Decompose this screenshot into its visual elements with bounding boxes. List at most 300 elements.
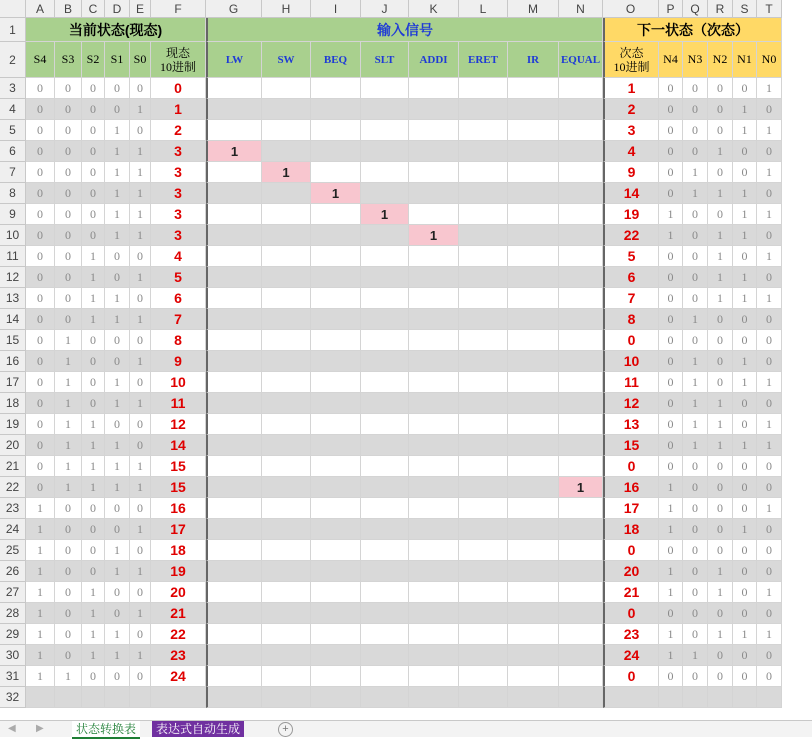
- cell-input-slt[interactable]: 1: [361, 204, 409, 225]
- cell-s4[interactable]: 1: [26, 666, 55, 687]
- cell-s1[interactable]: 0: [105, 99, 130, 120]
- cell-input-sw[interactable]: [262, 498, 311, 519]
- cell-input-lw[interactable]: [206, 120, 262, 141]
- column-header-A[interactable]: A: [26, 0, 55, 18]
- cell-s1[interactable]: 0: [105, 603, 130, 624]
- cell-current-decimal[interactable]: 14: [151, 435, 206, 456]
- cell-empty[interactable]: [55, 687, 82, 708]
- cell-s2[interactable]: 1: [82, 267, 105, 288]
- cell-input-eret[interactable]: [459, 246, 508, 267]
- column-header-N[interactable]: N: [559, 0, 603, 18]
- cell-n2[interactable]: 0: [708, 120, 733, 141]
- row-header-17[interactable]: 17: [0, 372, 26, 393]
- cell-input-beq[interactable]: [311, 561, 361, 582]
- column-header-P[interactable]: P: [659, 0, 683, 18]
- cell-n1[interactable]: 1: [733, 225, 757, 246]
- cell-input-slt[interactable]: [361, 120, 409, 141]
- cell-n2[interactable]: 1: [708, 225, 733, 246]
- cell-input-eret[interactable]: [459, 561, 508, 582]
- cell-n0[interactable]: 1: [757, 288, 782, 309]
- cell-input-lw[interactable]: [206, 204, 262, 225]
- cell-input-equal[interactable]: [559, 162, 603, 183]
- sheet-tab-state-table[interactable]: 状态转换表: [72, 721, 140, 739]
- cell-s0[interactable]: 1: [130, 162, 151, 183]
- cell-s0[interactable]: 1: [130, 519, 151, 540]
- cell-n1[interactable]: 1: [733, 204, 757, 225]
- cell-input-ir[interactable]: [508, 498, 559, 519]
- row-header-25[interactable]: 25: [0, 540, 26, 561]
- cell-n2[interactable]: 1: [708, 288, 733, 309]
- column-header-Q[interactable]: Q: [683, 0, 708, 18]
- cell-input-eret[interactable]: [459, 414, 508, 435]
- cell-next-decimal[interactable]: 0: [603, 456, 659, 477]
- cell-s1[interactable]: 0: [105, 78, 130, 99]
- cell-next-decimal[interactable]: 20: [603, 561, 659, 582]
- cell-s4[interactable]: 0: [26, 393, 55, 414]
- cell-s3[interactable]: 0: [55, 288, 82, 309]
- cell-input-lw[interactable]: [206, 498, 262, 519]
- cell-input-sw[interactable]: [262, 393, 311, 414]
- cell-input-sw[interactable]: [262, 666, 311, 687]
- cell-s4[interactable]: 0: [26, 330, 55, 351]
- sheet-tab-expression-gen[interactable]: 表达式自动生成: [152, 721, 244, 737]
- cell-s0[interactable]: 1: [130, 225, 151, 246]
- cell-input-addi[interactable]: [409, 141, 459, 162]
- cell-input-equal[interactable]: [559, 603, 603, 624]
- cell-n1[interactable]: 1: [733, 624, 757, 645]
- cell-n4[interactable]: 0: [659, 540, 683, 561]
- cell-s1[interactable]: 0: [105, 414, 130, 435]
- cell-next-decimal[interactable]: 17: [603, 498, 659, 519]
- cell-current-decimal[interactable]: 15: [151, 456, 206, 477]
- cell-n1[interactable]: 1: [733, 120, 757, 141]
- cell-s4[interactable]: 0: [26, 267, 55, 288]
- cell-n2[interactable]: 1: [708, 267, 733, 288]
- cell-n2[interactable]: 0: [708, 99, 733, 120]
- cell-current-decimal[interactable]: 22: [151, 624, 206, 645]
- cell-n2[interactable]: 1: [708, 582, 733, 603]
- cell-next-decimal[interactable]: 18: [603, 519, 659, 540]
- cell-s3[interactable]: 1: [55, 414, 82, 435]
- cell-s0[interactable]: 1: [130, 267, 151, 288]
- cell-n4[interactable]: 0: [659, 351, 683, 372]
- cell-n4[interactable]: 1: [659, 204, 683, 225]
- cell-input-ir[interactable]: [508, 435, 559, 456]
- cell-input-ir[interactable]: [508, 666, 559, 687]
- cell-input-ir[interactable]: [508, 519, 559, 540]
- cell-empty[interactable]: [206, 687, 262, 708]
- cell-input-beq[interactable]: [311, 435, 361, 456]
- row-header-1[interactable]: 1: [0, 18, 26, 42]
- cell-empty[interactable]: [683, 687, 708, 708]
- column-header-H[interactable]: H: [262, 0, 311, 18]
- cell-next-decimal[interactable]: 2: [603, 99, 659, 120]
- row-header-9[interactable]: 9: [0, 204, 26, 225]
- cell-input-beq[interactable]: [311, 666, 361, 687]
- cell-s3[interactable]: 1: [55, 351, 82, 372]
- cell-input-sw[interactable]: 1: [262, 162, 311, 183]
- cell-input-eret[interactable]: [459, 330, 508, 351]
- cell-n1[interactable]: 0: [733, 603, 757, 624]
- cell-n2[interactable]: 0: [708, 645, 733, 666]
- cell-s3[interactable]: 0: [55, 267, 82, 288]
- cell-s2[interactable]: 0: [82, 204, 105, 225]
- cell-input-slt[interactable]: [361, 519, 409, 540]
- cell-input-eret[interactable]: [459, 519, 508, 540]
- row-header-29[interactable]: 29: [0, 624, 26, 645]
- cell-n2[interactable]: 1: [708, 435, 733, 456]
- cell-input-slt[interactable]: [361, 141, 409, 162]
- cell-empty[interactable]: [603, 687, 659, 708]
- cell-s4[interactable]: 1: [26, 519, 55, 540]
- cell-input-equal[interactable]: [559, 351, 603, 372]
- cell-s2[interactable]: 0: [82, 666, 105, 687]
- cell-s3[interactable]: 1: [55, 372, 82, 393]
- cell-input-slt[interactable]: [361, 351, 409, 372]
- cell-input-slt[interactable]: [361, 183, 409, 204]
- cell-input-lw[interactable]: [206, 351, 262, 372]
- cell-input-beq[interactable]: [311, 582, 361, 603]
- cell-n1[interactable]: 1: [733, 372, 757, 393]
- cell-s4[interactable]: 1: [26, 645, 55, 666]
- cell-n3[interactable]: 0: [683, 141, 708, 162]
- cell-input-sw[interactable]: [262, 414, 311, 435]
- cell-s3[interactable]: 0: [55, 624, 82, 645]
- cell-empty[interactable]: [409, 687, 459, 708]
- cell-current-decimal[interactable]: 8: [151, 330, 206, 351]
- cell-input-slt[interactable]: [361, 246, 409, 267]
- cell-input-addi[interactable]: [409, 393, 459, 414]
- cell-input-addi[interactable]: [409, 309, 459, 330]
- cell-n0[interactable]: 1: [757, 78, 782, 99]
- cell-input-ir[interactable]: [508, 645, 559, 666]
- cell-n3[interactable]: 0: [683, 519, 708, 540]
- cell-empty[interactable]: [105, 687, 130, 708]
- cell-input-equal[interactable]: [559, 78, 603, 99]
- cell-n2[interactable]: 0: [708, 330, 733, 351]
- cell-input-addi[interactable]: [409, 498, 459, 519]
- cell-n0[interactable]: 0: [757, 183, 782, 204]
- cell-s3[interactable]: 1: [55, 666, 82, 687]
- cell-input-ir[interactable]: [508, 162, 559, 183]
- cell-input-equal[interactable]: [559, 414, 603, 435]
- cell-n4[interactable]: 1: [659, 519, 683, 540]
- cell-n0[interactable]: 0: [757, 603, 782, 624]
- cell-s4[interactable]: 0: [26, 435, 55, 456]
- cell-input-eret[interactable]: [459, 582, 508, 603]
- cell-input-beq[interactable]: [311, 414, 361, 435]
- cell-n2[interactable]: 1: [708, 141, 733, 162]
- cell-n1[interactable]: 0: [733, 645, 757, 666]
- row-header-16[interactable]: 16: [0, 351, 26, 372]
- cell-n4[interactable]: 0: [659, 183, 683, 204]
- cell-s4[interactable]: 0: [26, 204, 55, 225]
- cell-n0[interactable]: 1: [757, 162, 782, 183]
- cell-s0[interactable]: 1: [130, 603, 151, 624]
- cell-s2[interactable]: 1: [82, 456, 105, 477]
- cell-input-eret[interactable]: [459, 78, 508, 99]
- cell-input-lw[interactable]: [206, 330, 262, 351]
- cell-input-addi[interactable]: [409, 246, 459, 267]
- cell-n1[interactable]: 1: [733, 351, 757, 372]
- cell-n0[interactable]: 0: [757, 477, 782, 498]
- cell-input-ir[interactable]: [508, 477, 559, 498]
- cell-input-equal[interactable]: [559, 435, 603, 456]
- cell-input-beq[interactable]: [311, 393, 361, 414]
- cell-current-decimal[interactable]: 11: [151, 393, 206, 414]
- cell-input-slt[interactable]: [361, 414, 409, 435]
- cell-s2[interactable]: 1: [82, 477, 105, 498]
- cell-input-sw[interactable]: [262, 582, 311, 603]
- cell-n3[interactable]: 0: [683, 204, 708, 225]
- cell-n2[interactable]: 0: [708, 162, 733, 183]
- cell-input-slt[interactable]: [361, 393, 409, 414]
- cell-s0[interactable]: 0: [130, 372, 151, 393]
- cell-s0[interactable]: 0: [130, 78, 151, 99]
- cell-s1[interactable]: 1: [105, 561, 130, 582]
- cell-n4[interactable]: 0: [659, 120, 683, 141]
- cell-input-lw[interactable]: [206, 225, 262, 246]
- cell-s2[interactable]: 0: [82, 561, 105, 582]
- cell-input-eret[interactable]: [459, 225, 508, 246]
- column-header-M[interactable]: M: [508, 0, 559, 18]
- cell-input-sw[interactable]: [262, 288, 311, 309]
- cell-s4[interactable]: 1: [26, 624, 55, 645]
- cell-s2[interactable]: 0: [82, 330, 105, 351]
- cell-n4[interactable]: 0: [659, 246, 683, 267]
- cell-s1[interactable]: 0: [105, 351, 130, 372]
- cell-n3[interactable]: 0: [683, 477, 708, 498]
- cell-input-eret[interactable]: [459, 540, 508, 561]
- cell-s2[interactable]: 1: [82, 582, 105, 603]
- cell-n3[interactable]: 0: [683, 666, 708, 687]
- cell-s1[interactable]: 1: [105, 141, 130, 162]
- cell-input-lw[interactable]: [206, 666, 262, 687]
- cell-next-decimal[interactable]: 9: [603, 162, 659, 183]
- cell-s2[interactable]: 0: [82, 99, 105, 120]
- cell-s0[interactable]: 1: [130, 393, 151, 414]
- cell-input-addi[interactable]: [409, 120, 459, 141]
- row-header-24[interactable]: 24: [0, 519, 26, 540]
- cell-s4[interactable]: 0: [26, 225, 55, 246]
- cell-input-sw[interactable]: [262, 372, 311, 393]
- cell-s4[interactable]: 0: [26, 456, 55, 477]
- cell-current-decimal[interactable]: 0: [151, 78, 206, 99]
- cell-input-addi[interactable]: [409, 204, 459, 225]
- cell-input-eret[interactable]: [459, 603, 508, 624]
- cell-next-decimal[interactable]: 1: [603, 78, 659, 99]
- cell-input-equal[interactable]: 1: [559, 477, 603, 498]
- row-header-12[interactable]: 12: [0, 267, 26, 288]
- cell-s3[interactable]: 0: [55, 645, 82, 666]
- cell-n3[interactable]: 0: [683, 120, 708, 141]
- cell-input-eret[interactable]: [459, 645, 508, 666]
- cell-input-ir[interactable]: [508, 183, 559, 204]
- cell-s2[interactable]: 0: [82, 78, 105, 99]
- cell-s0[interactable]: 0: [130, 666, 151, 687]
- cell-input-sw[interactable]: [262, 561, 311, 582]
- cell-input-ir[interactable]: [508, 78, 559, 99]
- row-header-5[interactable]: 5: [0, 120, 26, 141]
- cell-n2[interactable]: 0: [708, 372, 733, 393]
- cell-input-beq[interactable]: [311, 162, 361, 183]
- row-header-11[interactable]: 11: [0, 246, 26, 267]
- cell-input-equal[interactable]: [559, 582, 603, 603]
- cell-input-ir[interactable]: [508, 561, 559, 582]
- cell-input-equal[interactable]: [559, 645, 603, 666]
- row-header-10[interactable]: 10: [0, 225, 26, 246]
- cell-n1[interactable]: 0: [733, 141, 757, 162]
- cell-empty[interactable]: [130, 687, 151, 708]
- cell-input-eret[interactable]: [459, 204, 508, 225]
- cell-input-sw[interactable]: [262, 309, 311, 330]
- column-header-F[interactable]: F: [151, 0, 206, 18]
- cell-current-decimal[interactable]: 2: [151, 120, 206, 141]
- cell-s1[interactable]: 1: [105, 435, 130, 456]
- cell-s1[interactable]: 1: [105, 120, 130, 141]
- cell-n0[interactable]: 0: [757, 351, 782, 372]
- cell-s2[interactable]: 0: [82, 351, 105, 372]
- cell-n2[interactable]: 0: [708, 666, 733, 687]
- row-header-7[interactable]: 7: [0, 162, 26, 183]
- cell-current-decimal[interactable]: 3: [151, 183, 206, 204]
- cell-s0[interactable]: 0: [130, 435, 151, 456]
- cell-s1[interactable]: 1: [105, 540, 130, 561]
- cell-empty[interactable]: [262, 687, 311, 708]
- cell-next-decimal[interactable]: 0: [603, 603, 659, 624]
- cell-n3[interactable]: 1: [683, 414, 708, 435]
- cell-s3[interactable]: 1: [55, 456, 82, 477]
- cell-s3[interactable]: 0: [55, 561, 82, 582]
- cell-s2[interactable]: 0: [82, 372, 105, 393]
- cell-input-lw[interactable]: [206, 477, 262, 498]
- cell-current-decimal[interactable]: 20: [151, 582, 206, 603]
- cell-input-sw[interactable]: [262, 603, 311, 624]
- cell-s4[interactable]: 1: [26, 561, 55, 582]
- cell-s4[interactable]: 0: [26, 120, 55, 141]
- cell-s0[interactable]: 0: [130, 540, 151, 561]
- cell-empty[interactable]: [26, 687, 55, 708]
- cell-s1[interactable]: 1: [105, 288, 130, 309]
- cell-input-beq[interactable]: [311, 351, 361, 372]
- cell-s1[interactable]: 0: [105, 498, 130, 519]
- cell-input-equal[interactable]: [559, 372, 603, 393]
- cell-n1[interactable]: 0: [733, 414, 757, 435]
- cell-n2[interactable]: 0: [708, 456, 733, 477]
- row-header-22[interactable]: 22: [0, 477, 26, 498]
- cell-input-addi[interactable]: [409, 519, 459, 540]
- cell-s2[interactable]: 0: [82, 183, 105, 204]
- cell-input-slt[interactable]: [361, 435, 409, 456]
- cell-input-addi[interactable]: [409, 288, 459, 309]
- cell-s1[interactable]: 1: [105, 309, 130, 330]
- cell-input-ir[interactable]: [508, 246, 559, 267]
- cell-n3[interactable]: 1: [683, 435, 708, 456]
- cell-n3[interactable]: 0: [683, 603, 708, 624]
- cell-input-sw[interactable]: [262, 351, 311, 372]
- cell-s4[interactable]: 0: [26, 141, 55, 162]
- cell-input-beq[interactable]: [311, 603, 361, 624]
- cell-s0[interactable]: 0: [130, 330, 151, 351]
- cell-input-sw[interactable]: [262, 435, 311, 456]
- cell-n4[interactable]: 1: [659, 645, 683, 666]
- cell-n0[interactable]: 0: [757, 666, 782, 687]
- cell-input-addi[interactable]: [409, 561, 459, 582]
- cell-current-decimal[interactable]: 4: [151, 246, 206, 267]
- cell-s4[interactable]: 1: [26, 603, 55, 624]
- cell-s2[interactable]: 0: [82, 519, 105, 540]
- cell-input-sw[interactable]: [262, 225, 311, 246]
- cell-input-beq[interactable]: [311, 540, 361, 561]
- cell-s2[interactable]: 0: [82, 120, 105, 141]
- cell-input-ir[interactable]: [508, 141, 559, 162]
- cell-n4[interactable]: 1: [659, 624, 683, 645]
- cell-next-decimal[interactable]: 22: [603, 225, 659, 246]
- cell-s2[interactable]: 1: [82, 414, 105, 435]
- cell-input-eret[interactable]: [459, 393, 508, 414]
- cell-empty[interactable]: [82, 687, 105, 708]
- cell-input-equal[interactable]: [559, 309, 603, 330]
- cell-input-beq[interactable]: [311, 645, 361, 666]
- cell-current-decimal[interactable]: 23: [151, 645, 206, 666]
- cell-input-beq[interactable]: 1: [311, 183, 361, 204]
- cell-n4[interactable]: 0: [659, 603, 683, 624]
- cell-next-decimal[interactable]: 16: [603, 477, 659, 498]
- cell-n2[interactable]: 0: [708, 603, 733, 624]
- cell-s3[interactable]: 0: [55, 120, 82, 141]
- cell-n4[interactable]: 0: [659, 414, 683, 435]
- cell-input-equal[interactable]: [559, 204, 603, 225]
- cell-input-beq[interactable]: [311, 99, 361, 120]
- cell-next-decimal[interactable]: 21: [603, 582, 659, 603]
- row-header-8[interactable]: 8: [0, 183, 26, 204]
- cell-n4[interactable]: 0: [659, 666, 683, 687]
- cell-n1[interactable]: 0: [733, 393, 757, 414]
- cell-n1[interactable]: 1: [733, 99, 757, 120]
- cell-s3[interactable]: 0: [55, 519, 82, 540]
- cell-n0[interactable]: 1: [757, 120, 782, 141]
- cell-input-eret[interactable]: [459, 141, 508, 162]
- cell-n2[interactable]: 0: [708, 498, 733, 519]
- row-header-21[interactable]: 21: [0, 456, 26, 477]
- cell-n4[interactable]: 0: [659, 267, 683, 288]
- cell-n4[interactable]: 0: [659, 78, 683, 99]
- cell-n0[interactable]: 0: [757, 456, 782, 477]
- row-header-19[interactable]: 19: [0, 414, 26, 435]
- cell-input-sw[interactable]: [262, 120, 311, 141]
- cell-input-ir[interactable]: [508, 540, 559, 561]
- cell-n1[interactable]: 0: [733, 330, 757, 351]
- cell-next-decimal[interactable]: 14: [603, 183, 659, 204]
- cell-empty[interactable]: [361, 687, 409, 708]
- cell-n3[interactable]: 0: [683, 330, 708, 351]
- cell-s1[interactable]: 1: [105, 456, 130, 477]
- cell-input-addi[interactable]: [409, 666, 459, 687]
- cell-input-slt[interactable]: [361, 498, 409, 519]
- cell-input-eret[interactable]: [459, 99, 508, 120]
- cell-s1[interactable]: 1: [105, 204, 130, 225]
- cell-input-addi[interactable]: [409, 351, 459, 372]
- cell-s0[interactable]: 0: [130, 624, 151, 645]
- cell-input-beq[interactable]: [311, 78, 361, 99]
- cell-n0[interactable]: 0: [757, 330, 782, 351]
- column-header-S[interactable]: S: [733, 0, 757, 18]
- cell-input-sw[interactable]: [262, 540, 311, 561]
- cell-s1[interactable]: 1: [105, 393, 130, 414]
- cell-n2[interactable]: 0: [708, 78, 733, 99]
- cell-input-beq[interactable]: [311, 204, 361, 225]
- cell-s1[interactable]: 1: [105, 183, 130, 204]
